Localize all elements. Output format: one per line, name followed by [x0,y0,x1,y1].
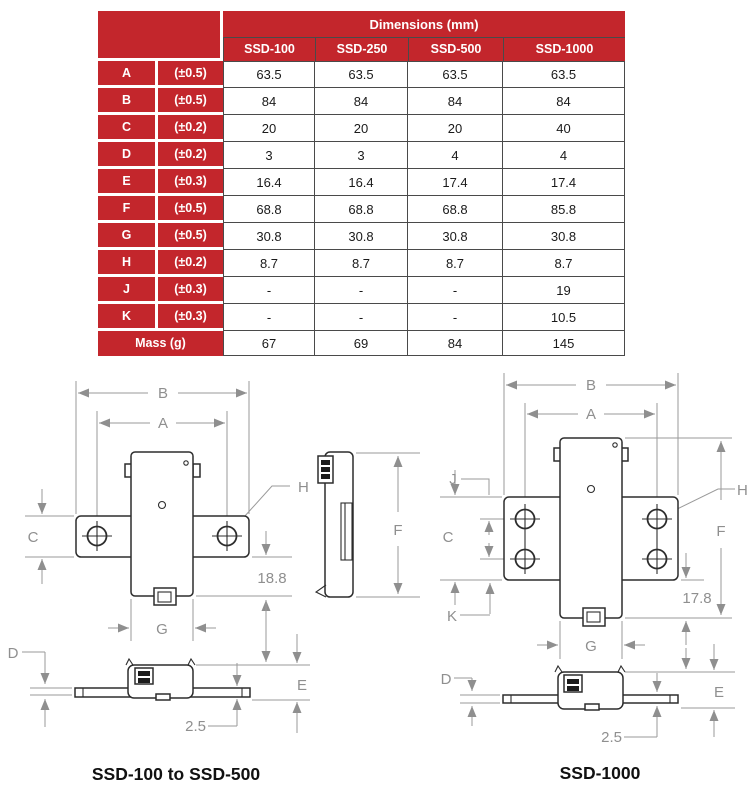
row-label: G [98,223,158,250]
connector-pins [321,474,330,479]
dim-label-j: J [449,471,457,488]
row-label: A [98,61,158,88]
cell-value: 84 [503,88,625,115]
side-clip [193,464,200,477]
connector-pins [567,686,579,691]
cell-value: - [315,304,408,331]
front-view [504,438,678,626]
cell-value: 84 [315,88,408,115]
dimension-lines-side [356,453,420,597]
clip-mark [618,666,625,672]
cell-value: 3 [223,142,315,169]
column-header-ssd-500: SSD-500 [408,38,503,61]
dim-label-h: H [737,482,748,499]
dimensions-header: Dimensions (mm) [223,11,625,38]
cell-value: 63.5 [408,61,503,88]
cell-value: - [315,277,408,304]
caption-ssd-1000: SSD-1000 [559,763,641,783]
cell-value: 84 [408,331,503,356]
row-label: E [98,169,158,196]
dim-label-d: D [440,671,452,688]
cell-value: 8.7 [315,250,408,277]
cell-value: 30.8 [223,223,315,250]
cell-value: 40 [503,115,625,142]
row-label: H [98,250,158,277]
clip-mark [126,659,133,665]
dim-label-a: A [585,406,597,423]
dim-label-d: D [7,645,19,662]
cell-value: 4 [503,142,625,169]
connector-pins [567,679,579,684]
cell-value: 30.8 [315,223,408,250]
cell-value: 17.4 [408,169,503,196]
cell-value: 16.4 [315,169,408,196]
cell-value: 84 [223,88,315,115]
cell-value: 68.8 [408,196,503,223]
side-view [316,452,420,597]
cell-value: 63.5 [503,61,625,88]
row-tolerance: (±0.5) [158,196,223,223]
cell-value: 4 [408,142,503,169]
clip-mark [188,659,195,665]
cell-value: 19 [503,277,625,304]
dim-label-a: A [157,415,169,432]
bottom-view [503,666,678,710]
dim-label-c: C [27,529,39,546]
cell-value: 16.4 [223,169,315,196]
device-body [560,438,622,618]
column-header-ssd-100: SSD-100 [223,38,315,61]
cell-value: 68.8 [315,196,408,223]
drawing-ssd-1000 [440,373,748,746]
cell-value: 30.8 [503,223,625,250]
row-label: J [98,277,158,304]
bottom-notch [156,694,170,700]
dim-label-b: B [585,377,597,394]
caption-ssd-100-500: SSD-100 to SSD-500 [91,764,261,784]
mass-label: Mass (g) [98,331,223,356]
cell-value: 67 [223,331,315,356]
cell-value: 63.5 [315,61,408,88]
cell-value: 20 [315,115,408,142]
connector-pins [321,467,330,472]
dim-label-18-8: 18.8 [257,570,287,587]
cell-value: - [223,277,315,304]
column-header-ssd-250: SSD-250 [315,38,408,61]
row-tolerance: (±0.3) [158,304,223,331]
dim-label-f: F [716,523,726,540]
row-label: C [98,115,158,142]
cell-value: 8.7 [408,250,503,277]
clip-mark [555,666,562,672]
dim-label-17-8: 17.8 [682,590,712,607]
row-tolerance: (±0.5) [158,223,223,250]
cell-value: 85.8 [503,196,625,223]
column-header-ssd-1000: SSD-1000 [503,38,625,61]
cell-value: - [408,277,503,304]
dim-label-g: G [585,638,597,655]
cell-value: 145 [503,331,625,356]
connector-pins [138,671,150,676]
cell-value: - [223,304,315,331]
row-tolerance: (±0.3) [158,169,223,196]
dim-label-f: F [393,522,403,539]
row-label: B [98,88,158,115]
cell-value: - [408,304,503,331]
bottom-notch [585,704,599,710]
cell-value: 20 [408,115,503,142]
dim-label-2-5: 2.5 [601,729,622,746]
row-tolerance: (±0.2) [158,115,223,142]
cell-value: 84 [408,88,503,115]
row-tolerance: (±0.5) [158,88,223,115]
cell-value: 3 [315,142,408,169]
cell-value: 17.4 [503,169,625,196]
cell-value: 10.5 [503,304,625,331]
connector-pins [321,460,330,465]
dim-label-e: E [713,684,725,701]
dim-label-e: E [296,677,308,694]
cell-value: 8.7 [503,250,625,277]
bottom-tab [583,608,605,626]
cell-value: 30.8 [408,223,503,250]
row-tolerance: (±0.2) [158,250,223,277]
dim-label-k: K [446,608,458,625]
row-tolerance: (±0.5) [158,61,223,88]
row-label: D [98,142,158,169]
cell-value: 20 [223,115,315,142]
row-tolerance: (±0.3) [158,277,223,304]
drawing-ssd-100-500 [8,381,310,735]
dim-label-c: C [442,529,454,546]
dim-label-b: B [157,385,169,402]
front-view [76,452,249,605]
connector-pins [138,678,150,683]
dim-label-h: H [298,479,309,496]
row-label: F [98,196,158,223]
dim-label-g: G [156,621,168,638]
device-body [131,452,193,596]
cell-value: 68.8 [223,196,315,223]
cell-value: 63.5 [223,61,315,88]
dim-label-2-5: 2.5 [185,718,206,735]
cell-value: 8.7 [223,250,315,277]
cell-value: 69 [315,331,408,356]
row-label: K [98,304,158,331]
row-tolerance: (±0.2) [158,142,223,169]
